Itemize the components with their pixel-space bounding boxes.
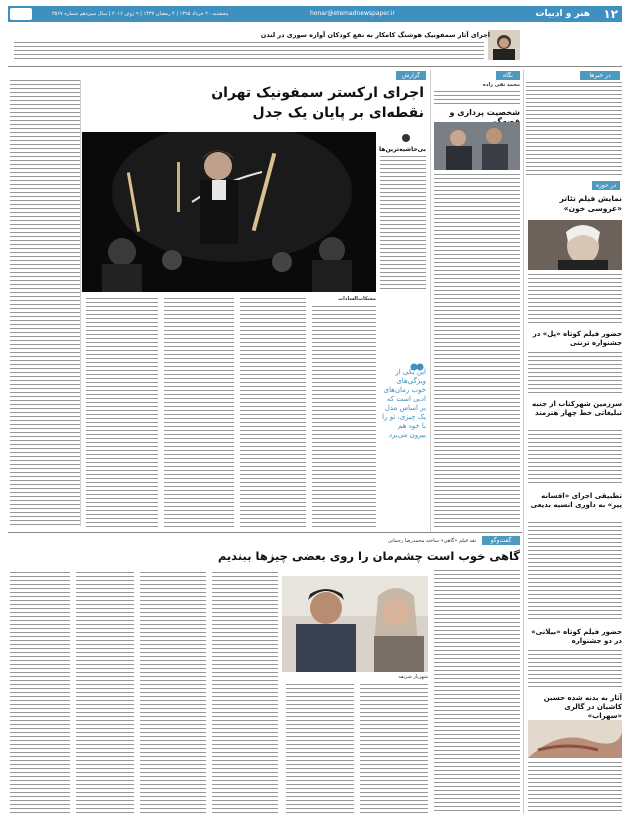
main-sidebar-title: بی‌حاشیه‌ترین‌ها <box>379 146 426 153</box>
film-photo <box>282 576 428 672</box>
right-story-text-4 <box>528 522 622 622</box>
brief-label: در خبرها <box>580 71 620 80</box>
pullquote-icon <box>410 356 424 364</box>
bottom-col-6 <box>76 572 134 814</box>
top-story-text <box>14 42 484 62</box>
header-site: honar@etemadnewspaper.ir <box>310 10 395 17</box>
main-col-4 <box>86 298 158 528</box>
main-sidebar-text <box>380 156 426 292</box>
right-story-text-1 <box>528 274 622 324</box>
middle-photo <box>434 122 520 170</box>
bottom-col-2 <box>360 684 428 814</box>
bottom-col-3 <box>286 684 354 814</box>
right-story-title-3: سرزمین شهرکتاب از جنبه تبلیغاتی خط چهار هنرمند <box>532 400 622 417</box>
right-story-title-4: تطبیقی اجرای «افسانه‌ پیر» به داوری انسیه بدیعی <box>530 492 622 509</box>
quote-icon <box>402 134 410 142</box>
right-story-title-2: حضور فیلم کوتاه «پل» در جشنواره ترنتی <box>532 330 622 347</box>
main-headline-2: نقطه‌ای بر پایان یک جدل <box>252 105 424 121</box>
middle-intro <box>434 91 520 105</box>
right-story-text-5 <box>528 650 622 690</box>
newspaper-logo <box>10 8 32 20</box>
main-col-2 <box>240 298 306 528</box>
main-headline-1: اجرای ارکستر سمفونیک تهران <box>211 85 424 101</box>
pull-quote: این یکی از ویژگی‌های خوب رمان‌های ادبی است که بر اساس مدل یک چیزی، تو را با خود هم بیرون می‌برد <box>382 368 426 439</box>
bottom-kicker: گفت‌وگو <box>482 536 520 545</box>
main-author: مشکات‌السادات‌ <box>338 296 376 302</box>
right-story-label: در حوزه <box>592 181 620 190</box>
right-story-photo-1 <box>528 220 622 270</box>
bottom-col-7 <box>10 572 70 814</box>
main-col-3 <box>164 298 234 528</box>
brief-text <box>526 82 622 178</box>
right-story-title-1: نمایش فیلم تئاتر «عروسی خون» <box>559 194 622 213</box>
film-photo-caption: شهریار شریفه <box>398 674 428 680</box>
top-story-photo <box>488 30 520 60</box>
right-story-text-6 <box>528 762 622 812</box>
main-kicker: گزارش <box>396 71 426 80</box>
right-story-text-3 <box>528 430 622 486</box>
bottom-col-5 <box>140 572 206 814</box>
top-story-headline: اجرای آثار سمفونیک هوشنگ کامکار به نفع کودکان آواره سوری در لندن <box>260 31 490 39</box>
bottom-col-4 <box>212 572 278 814</box>
main-col-1 <box>312 306 376 528</box>
middle-title: شخصیت پردازی و <box>449 108 520 117</box>
main-left-column <box>10 80 80 526</box>
bottom-subline: نقد فیلم «گاهی» ساخته محمدرضا رحمانی <box>387 538 476 544</box>
middle-label: نگاه <box>496 71 520 80</box>
header-dateline: پنجشنبه ۲۰ خرداد ۱۳۹۵ | ۴ رمضان ۱۴۳۷ | ۹ ژوئن ۲۰۱۶ | سال سیزدهم شماره ۳۵۶۷ <box>52 11 229 17</box>
middle-author: محمد تقی زاده <box>482 82 520 88</box>
bottom-headline: گاهی خوب است چشم‌مان را روی بعضی چیزها ببندیم <box>217 549 520 563</box>
section-title: هنر و ادبیات <box>535 9 590 19</box>
orchestra-photo <box>82 132 376 292</box>
right-story-photo-6 <box>528 720 622 758</box>
middle-text <box>434 174 520 530</box>
page-number: ۱۲ <box>603 7 618 21</box>
right-story-title-5: حضور فیلم کوتاه «بیلاتی» در دو جشنواره <box>531 628 622 645</box>
right-story-text-2 <box>528 352 622 394</box>
right-story-title-6: آثار به بدنه‌ شده حسین کاشیان در گالری «سهراب» <box>543 694 622 720</box>
bottom-col-1 <box>434 570 520 814</box>
